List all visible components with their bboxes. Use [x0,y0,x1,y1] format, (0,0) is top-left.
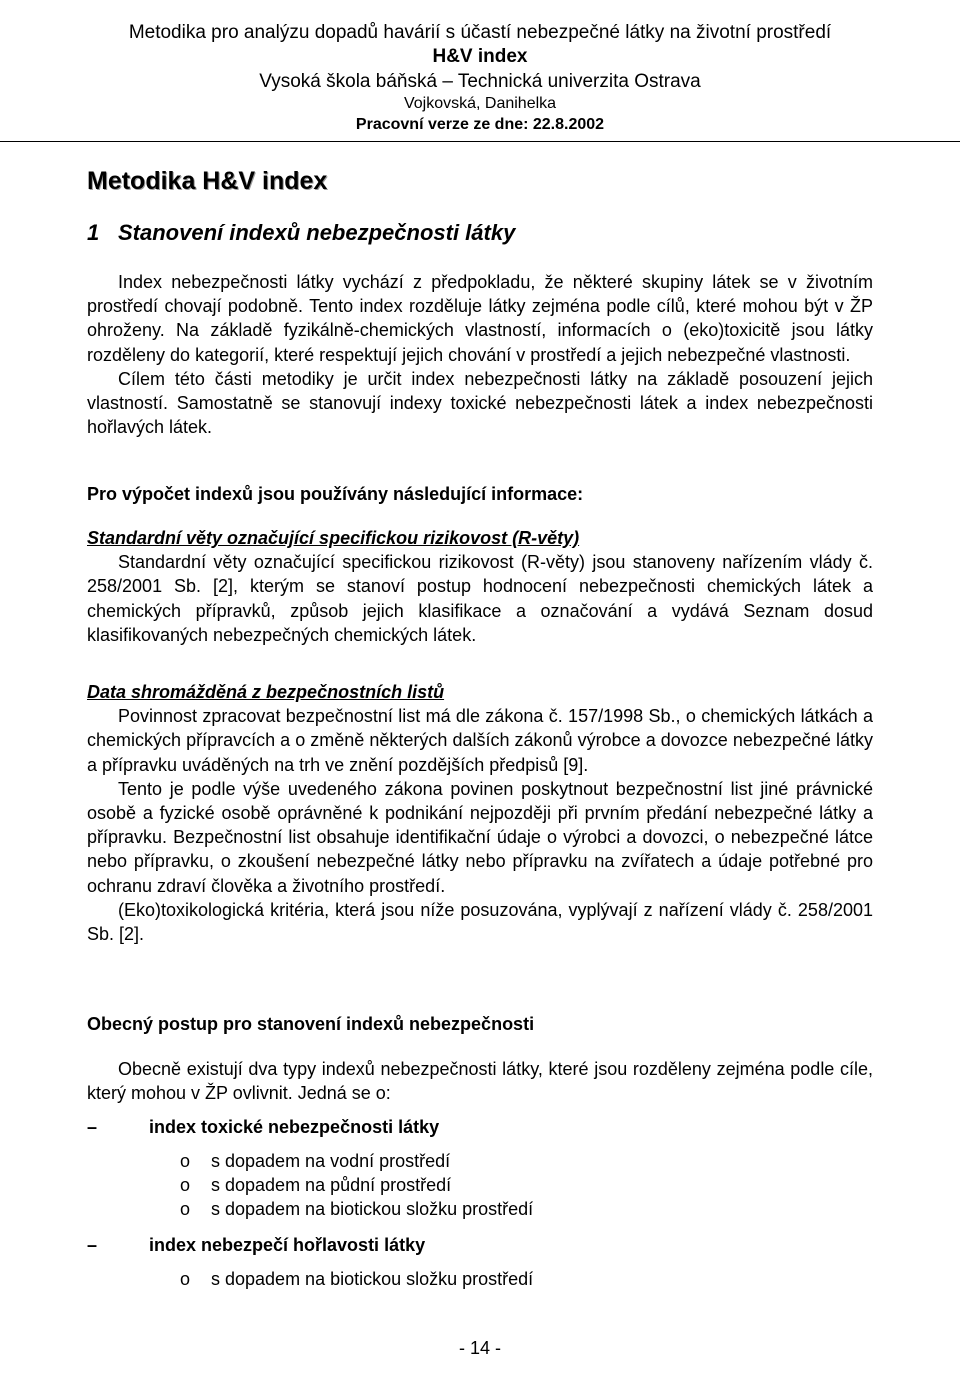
header-method-name: H&V index [432,46,528,67]
safety-data-heading: Data shromážděná z bezpečnostních listů [87,682,445,702]
safety-data-paragraph: (Eko)toxikologická kritéria, která jsou níže posuzována, vyplývají z nařízení vlády č. 258/2001 Sb. [2]. [87,899,873,945]
general-procedure-intro [87,1057,873,1105]
list-item-label: index toxické nebezpečnosti látky [149,1117,440,1137]
rvety-heading: Standardní věty označující specifickou rizikovost (R-věty) [87,528,580,548]
info-heading-text: Pro výpočet indexů jsou používány následující informace: [87,484,584,504]
document-title: Metodika H&V index [87,167,328,195]
section-heading [87,220,515,246]
circle-bullet: o [180,1269,191,1289]
dash-bullet: – [87,1117,98,1137]
intro-paragraph: Index nebezpečnosti látky vychází z předpokladu, že některé skupiny látek se v životním prostředí chovají podobně. Tento index rozděluje látky zejména podle cílů, které mohou být v ŽP ohroženy. Na základě fyzikálně-chemických vlastností, informacích o (eko)toxicitě jsou látky rozděleny do kategorií, které respektují jejich chování v prostředí a jejich nebezpečné vlastnosti. [87,272,873,365]
sub-list-item-label: s dopadem na vodní prostředí [211,1151,451,1171]
header-authors: Vojkovská, Danihelka [403,95,557,112]
sub-list-item-label: s dopadem na biotickou složku prostředí [211,1199,534,1219]
safety-data-paragraph: Povinnost zpracovat bezpečnostní list má dle zákona č. 157/1998 Sb., o chemických látkách a chemických přípravcích a o změně některých dalších zákonů výrobce a dovozce nebezpečné látky a přípravku uváděných na trh ve znění pozdějších předpisů [9]. [87,706,873,775]
list-item-label: index nebezpečí hořlavosti látky [149,1235,426,1255]
header-university: Vysoká škola báňská – Technická univerzita Ostrava [259,71,701,92]
rvety-block [87,526,873,647]
info-heading [87,482,873,506]
dash-bullet: – [87,1235,98,1255]
header-version-date: Pracovní verze ze dne: 22.8.2002 [355,116,605,133]
general-procedure-heading [87,1012,873,1036]
general-procedure-heading-text: Obecný postup pro stanovení indexů nebezpečnosti [87,1014,535,1034]
circle-bullet: o [180,1175,191,1195]
section-number: 1 [87,220,100,245]
header-divider [0,141,960,142]
circle-bullet: o [180,1151,191,1171]
rvety-paragraph: Standardní věty označující specifickou rizikovost (R-věty) jsou stanoveny nařízením vlády č. 258/2001 Sb. [2], kterým se stanoví postup hodnocení nebezpečnosti chemických látek a chemických přípravků, způsob jejich klasifikace a označování a vydává Seznam dosud klasifikovaných nebezpečných chemických látek. [87,552,873,645]
safety-data-block [87,680,873,946]
section-title: Stanovení indexů nebezpečnosti látky [118,220,516,245]
header-document-title: Metodika pro analýzu dopadů havárií s účastí nebezpečné látky na životní prostředí [128,22,832,43]
circle-bullet: o [180,1199,191,1219]
intro-paragraph: Cílem této části metodiky je určit index nebezpečnosti látky na základě posouzení jejich vlastností. Samostatně se stanovují indexy toxické nebezpečnosti látek a index nebezpečnosti hořlavých látek. [87,368,873,438]
page-number: - 14 - [458,1338,501,1358]
safety-data-paragraph: Tento je podle výše uvedeného zákona povinen poskytnout bezpečnostní list jiné právnické osobě a fyzické osobě oprávněné k podnikání nejpozději při prvním předání nebezpečné látky a přípravku. Bezpečnostní list obsahuje identifikační údaje o výrobci a dovozci, o nebezpečné látce nebo přípravku, o zkoušení nebezpečné látky nebo přípravku na zvířatech a údaje potřebné pro ochranu zdraví člověka a životního prostředí. [87,778,873,896]
general-procedure-paragraph: Obecně existují dva typy indexů nebezpečnosti látky, které jsou rozděleny zejména podle cíle, který mohou v ŽP ovlivnit. Jedná se o: [87,1059,873,1104]
sub-list-item-label: s dopadem na biotickou složku prostředí [211,1269,534,1289]
intro-block [87,270,873,439]
sub-list-item-label: s dopadem na půdní prostředí [211,1175,452,1195]
